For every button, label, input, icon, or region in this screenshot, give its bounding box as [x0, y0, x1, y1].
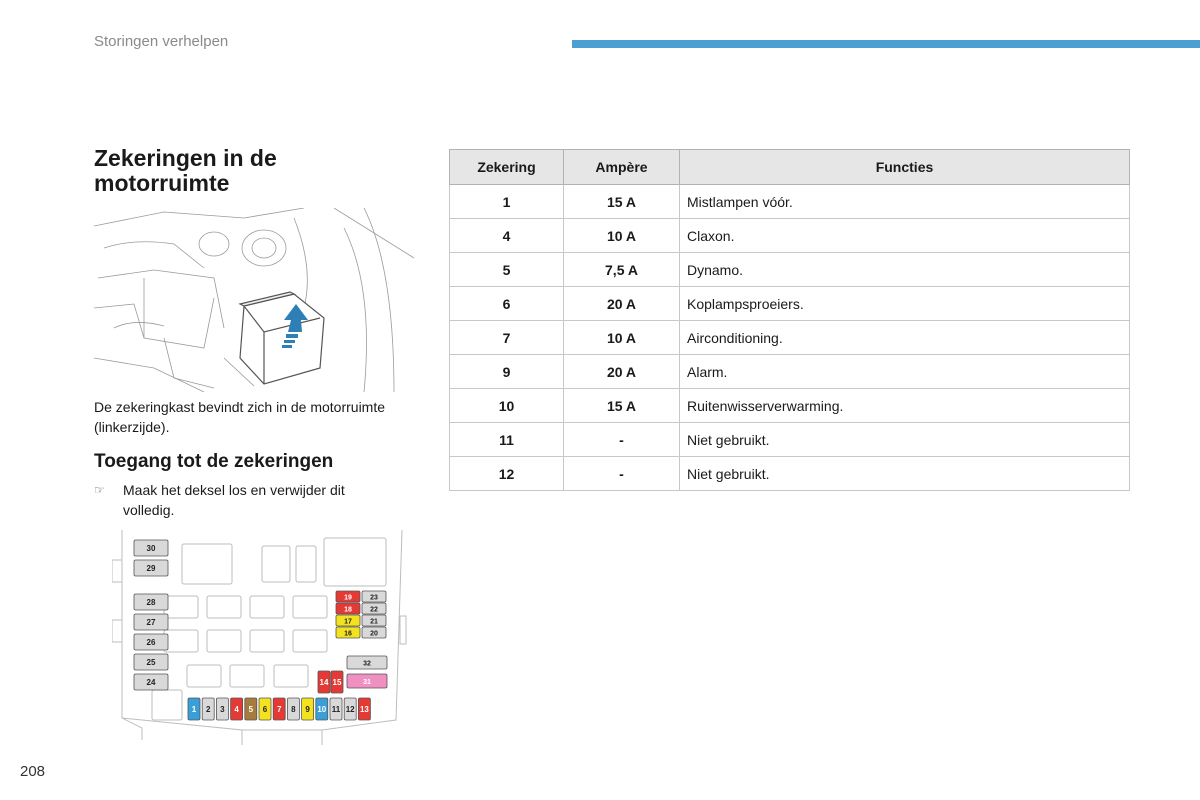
fuse-label-10: 10: [317, 705, 327, 714]
fuse-label-27: 27: [146, 618, 156, 627]
fuse-number: 9: [450, 355, 564, 389]
fuse-label-26: 26: [146, 638, 156, 647]
fusebox-location-caption: De zekeringkast bevindt zich in de motorruimte (linkerzijde).: [94, 399, 386, 435]
fuse-label-9: 9: [305, 705, 310, 714]
page-number: 208: [20, 763, 46, 780]
fuse-table: [449, 149, 1130, 491]
fuse-ampere: -: [564, 457, 680, 491]
fuse-label-22: 22: [370, 606, 378, 614]
fuse-label-25: 25: [146, 658, 156, 667]
fuse-number: 7: [450, 321, 564, 355]
fuse-label-8: 8: [291, 705, 296, 714]
fuse-ampere: 7,5 A: [564, 253, 680, 287]
running-header: Storingen verhelpen: [94, 33, 229, 50]
fuse-table-header: [450, 150, 1130, 185]
fuse-function: Mistlampen vóór.: [680, 185, 1130, 219]
access-section-title: Toegang tot de zekeringen: [94, 451, 334, 472]
fuse-number: 6: [450, 287, 564, 321]
fuse-label-28: 28: [146, 598, 156, 607]
fuse-label-19: 19: [344, 594, 352, 602]
access-instruction: [94, 480, 394, 520]
fuse-label-16: 16: [344, 630, 352, 638]
finger-pointer-icon: ☞: [94, 483, 105, 497]
fuse-number: 11: [450, 423, 564, 457]
fuse-function: Airconditioning.: [680, 321, 1130, 355]
engine-compartment-illustration: [94, 208, 414, 392]
fuse-label-1: 1: [191, 705, 197, 714]
table-row: [450, 253, 1130, 287]
fuse-label-18: 18: [344, 606, 352, 614]
fuse-label-11: 11: [331, 705, 341, 714]
table-row: [450, 423, 1130, 457]
table-row: [450, 287, 1130, 321]
fuse-label-3: 3: [220, 705, 225, 714]
fuse-label-12: 12: [345, 705, 355, 714]
fuse-label-6: 6: [262, 705, 268, 714]
fuse-function: Alarm.: [680, 355, 1130, 389]
fuse-function: Niet gebruikt.: [680, 457, 1130, 491]
fuse-ampere: 15 A: [564, 185, 680, 219]
fuse-ampere: 15 A: [564, 389, 680, 423]
fuse-label-2: 2: [205, 705, 211, 714]
fuse-number: 5: [450, 253, 564, 287]
col-header-ampere: Ampère: [564, 150, 680, 185]
fuse-label-29: 29: [146, 564, 156, 573]
table-row: [450, 389, 1130, 423]
header-accent-bar: [572, 40, 1200, 48]
table-row: [450, 219, 1130, 253]
fuse-function: Dynamo.: [680, 253, 1130, 287]
table-row: [450, 457, 1130, 491]
section-title: Zekeringen in de motorruimte: [94, 145, 277, 196]
fuse-label-14: 14: [319, 678, 329, 687]
fuse-number: 4: [450, 219, 564, 253]
fuse-label-13: 13: [359, 705, 369, 714]
fusebox-diagram: [112, 530, 412, 745]
fuse-label-23: 23: [370, 594, 378, 602]
fuse-label-17: 17: [344, 618, 352, 626]
fuse-function: Ruitenwisserverwarming.: [680, 389, 1130, 423]
fuse-label-30: 30: [146, 544, 156, 553]
table-row: [450, 355, 1130, 389]
fuse-function: Koplampsproeiers.: [680, 287, 1130, 321]
fuse-number: 1: [450, 185, 564, 219]
fuse-ampere: -: [564, 423, 680, 457]
fuse-label-31: 31: [363, 679, 371, 686]
fuse-label-32: 32: [363, 660, 371, 668]
fuse-label-20: 20: [370, 630, 378, 638]
fuse-label-4: 4: [234, 705, 239, 714]
fuse-function: Claxon.: [680, 219, 1130, 253]
fuse-number: 10: [450, 389, 564, 423]
fuse-label-5: 5: [248, 705, 254, 714]
fuse-ampere: 10 A: [564, 321, 680, 355]
fuse-ampere: 10 A: [564, 219, 680, 253]
fuse-label-7: 7: [276, 705, 282, 714]
fuse-function: Niet gebruikt.: [680, 423, 1130, 457]
fuse-number: 12: [450, 457, 564, 491]
col-header-fuse: Zekering: [450, 150, 564, 185]
fuse-ampere: 20 A: [564, 355, 680, 389]
fuse-label-15: 15: [332, 678, 342, 687]
fuse-label-21: 21: [370, 618, 378, 626]
table-row: [450, 321, 1130, 355]
table-row: [450, 185, 1130, 219]
access-instruction-text: Maak het deksel los en verwijder dit volledig.: [123, 482, 345, 518]
fuse-ampere: 20 A: [564, 287, 680, 321]
fuse-label-24: 24: [146, 678, 156, 687]
col-header-functions: Functies: [680, 150, 1130, 185]
